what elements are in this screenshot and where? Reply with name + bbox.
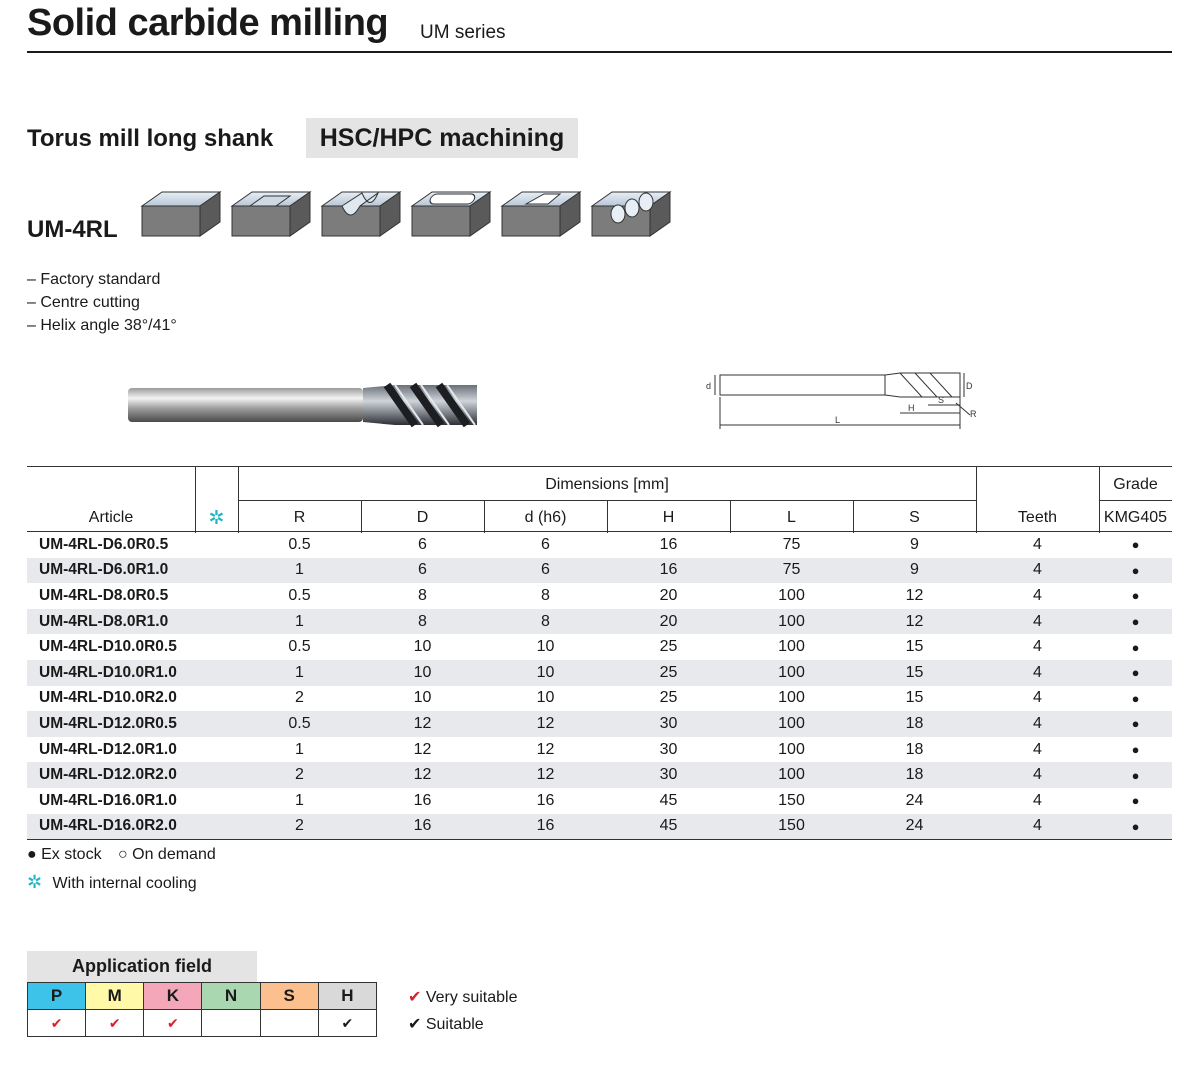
red-check-icon: ✔ xyxy=(408,989,422,1006)
stock-legend xyxy=(27,846,216,864)
model-code: UM-4RL xyxy=(27,216,118,243)
table-row xyxy=(27,737,1172,763)
cell-d: 6 xyxy=(418,535,427,553)
suitability-check-icon xyxy=(260,1010,318,1037)
col-header-d: d (h6) xyxy=(524,509,567,526)
application-field-title: Application field xyxy=(27,951,257,982)
drawing-label-H: H xyxy=(908,403,915,413)
suitability-check-icon xyxy=(202,1010,260,1037)
cell-d: 10 xyxy=(536,689,555,707)
cell-l: 100 xyxy=(778,612,805,630)
internal-cooling-icon: ✲ xyxy=(208,508,225,529)
face-milling-icon xyxy=(142,192,220,236)
cell-d: 6 xyxy=(541,535,550,553)
cell-article: UM-4RL-D12.0R0.5 xyxy=(39,714,177,732)
cell-d: 8 xyxy=(541,612,550,630)
slot-milling-icon xyxy=(322,192,400,236)
cell-article: UM-4RL-D8.0R0.5 xyxy=(39,586,169,604)
cell-d: 12 xyxy=(413,766,432,784)
cell-article: UM-4RL-D10.0R2.0 xyxy=(39,689,177,707)
pocket-milling-icon xyxy=(412,192,490,236)
cell-article: UM-4RL-D16.0R2.0 xyxy=(39,817,177,835)
cell-h: 20 xyxy=(659,612,678,630)
table-row xyxy=(27,660,1172,686)
col-group-dimensions: Dimensions [mm] xyxy=(545,476,669,493)
cell-teeth: 4 xyxy=(1033,817,1042,835)
check-icon: ✔ xyxy=(408,1016,422,1033)
cell-article: UM-4RL-D10.0R1.0 xyxy=(39,663,177,681)
cell-s: 18 xyxy=(905,740,924,758)
dimension-drawing xyxy=(700,355,990,435)
cell-d: 16 xyxy=(536,817,555,835)
cell-s: 9 xyxy=(910,535,919,553)
cell-grade: ● xyxy=(1131,562,1140,578)
cell-teeth: 4 xyxy=(1033,714,1042,732)
cell-d: 12 xyxy=(536,766,555,784)
suitability-check-icon: ✔ xyxy=(86,1010,144,1037)
shoulder-milling-icon xyxy=(232,192,310,236)
cell-teeth: 4 xyxy=(1033,766,1042,784)
cell-grade: ● xyxy=(1131,818,1140,834)
cell-r: 1 xyxy=(295,561,304,579)
cell-grade: ● xyxy=(1131,588,1140,604)
cell-d: 16 xyxy=(413,817,432,835)
cell-d: 10 xyxy=(413,689,432,707)
cell-l: 100 xyxy=(778,638,805,656)
col-header-H: H xyxy=(662,509,675,526)
cell-teeth: 4 xyxy=(1033,638,1042,656)
cell-teeth: 4 xyxy=(1033,612,1042,630)
table-row xyxy=(27,532,1172,558)
material-k: K xyxy=(144,983,202,1010)
cell-d: 12 xyxy=(536,714,555,732)
material-p: P xyxy=(28,983,86,1010)
table-header xyxy=(27,466,1172,532)
cell-l: 100 xyxy=(778,663,805,681)
key-suitable xyxy=(408,1014,484,1034)
cell-d: 10 xyxy=(536,663,555,681)
cell-h: 25 xyxy=(659,638,678,656)
cell-d: 12 xyxy=(413,714,432,732)
cell-r: 0.5 xyxy=(288,638,311,656)
drawing-label-L: L xyxy=(835,415,841,425)
cell-l: 150 xyxy=(778,791,805,809)
legend-cooling: With internal cooling xyxy=(52,875,197,892)
cell-s: 9 xyxy=(910,561,919,579)
title-divider xyxy=(27,51,1172,53)
cell-grade: ● xyxy=(1131,716,1140,732)
cell-d: 10 xyxy=(413,663,432,681)
cell-l: 75 xyxy=(782,561,801,579)
cell-h: 25 xyxy=(659,663,678,681)
table-row xyxy=(27,583,1172,609)
table-row xyxy=(27,762,1172,788)
cell-r: 1 xyxy=(295,791,304,809)
ramp-milling-icon xyxy=(502,192,580,236)
legend-ex-stock: ● Ex stock xyxy=(27,846,102,863)
cell-teeth: 4 xyxy=(1033,791,1042,809)
cell-h: 30 xyxy=(659,740,678,758)
cell-s: 18 xyxy=(905,714,924,732)
table-row xyxy=(27,814,1172,840)
col-header-S: S xyxy=(909,509,920,526)
key-label: Very suitable xyxy=(425,989,518,1006)
drawing-label-S: S xyxy=(938,395,945,405)
cell-r: 2 xyxy=(295,817,304,835)
cell-d: 6 xyxy=(541,561,550,579)
table-row xyxy=(27,711,1172,737)
col-header-L: L xyxy=(787,509,796,526)
material-m: M xyxy=(86,983,144,1010)
col-header-article: Article xyxy=(88,509,134,526)
cell-r: 0.5 xyxy=(288,714,311,732)
material-s: S xyxy=(260,983,318,1010)
material-n: N xyxy=(202,983,260,1010)
cell-r: 2 xyxy=(295,689,304,707)
cell-h: 20 xyxy=(659,586,678,604)
cell-l: 75 xyxy=(782,535,801,553)
cell-teeth: 4 xyxy=(1033,586,1042,604)
cell-s: 15 xyxy=(905,638,924,656)
legend-on-demand: ○ On demand xyxy=(118,846,216,863)
specification-table xyxy=(27,466,1172,840)
cooling-legend xyxy=(27,872,197,893)
cell-d: 6 xyxy=(418,561,427,579)
key-label: Suitable xyxy=(425,1016,484,1033)
cell-grade: ● xyxy=(1131,665,1140,681)
profile-milling-icon xyxy=(592,192,670,236)
cell-article: UM-4RL-D12.0R1.0 xyxy=(39,740,177,758)
col-group-grade: Grade xyxy=(1113,476,1158,493)
cell-s: 24 xyxy=(905,817,924,835)
cell-l: 100 xyxy=(778,714,805,732)
col-header-D: D xyxy=(416,509,429,526)
cell-r: 2 xyxy=(295,766,304,784)
machining-badge: HSC/HPC machining xyxy=(306,118,578,158)
operation-icons xyxy=(140,178,680,240)
cell-l: 100 xyxy=(778,766,805,784)
cell-d: 10 xyxy=(413,638,432,656)
col-header-teeth: Teeth xyxy=(1017,509,1058,526)
cell-d: 16 xyxy=(536,791,555,809)
feature-item: – Factory standard xyxy=(27,271,161,288)
cell-d: 12 xyxy=(413,740,432,758)
drawing-label-D: D xyxy=(966,381,973,391)
table-row xyxy=(27,686,1172,712)
cell-grade: ● xyxy=(1131,742,1140,758)
cell-d: 16 xyxy=(413,791,432,809)
cell-d: 12 xyxy=(536,740,555,758)
cell-grade: ● xyxy=(1131,793,1140,809)
cell-s: 15 xyxy=(905,663,924,681)
cell-h: 30 xyxy=(659,714,678,732)
table-row xyxy=(27,788,1172,814)
cell-r: 1 xyxy=(295,663,304,681)
table-row xyxy=(27,558,1172,584)
cell-grade: ● xyxy=(1131,537,1140,553)
cell-s: 12 xyxy=(905,612,924,630)
cell-teeth: 4 xyxy=(1033,535,1042,553)
cell-article: UM-4RL-D6.0R0.5 xyxy=(39,535,169,553)
feature-list xyxy=(27,268,177,337)
cell-h: 30 xyxy=(659,766,678,784)
cell-s: 12 xyxy=(905,586,924,604)
cell-article: UM-4RL-D10.0R0.5 xyxy=(39,638,177,656)
cell-s: 18 xyxy=(905,766,924,784)
material-h: H xyxy=(318,983,376,1010)
cell-h: 16 xyxy=(659,535,678,553)
cell-article: UM-4RL-D8.0R1.0 xyxy=(39,612,169,630)
cell-grade: ● xyxy=(1131,614,1140,630)
cell-teeth: 4 xyxy=(1033,740,1042,758)
cell-l: 150 xyxy=(778,817,805,835)
snowflake-icon: ✲ xyxy=(27,872,43,892)
cell-grade: ● xyxy=(1131,767,1140,783)
cell-h: 16 xyxy=(659,561,678,579)
cell-article: UM-4RL-D16.0R1.0 xyxy=(39,791,177,809)
cell-h: 25 xyxy=(659,689,678,707)
cell-l: 100 xyxy=(778,689,805,707)
cell-h: 45 xyxy=(659,791,678,809)
cell-grade: ● xyxy=(1131,639,1140,655)
feature-item: – Centre cutting xyxy=(27,294,140,311)
cell-teeth: 4 xyxy=(1033,561,1042,579)
cell-teeth: 4 xyxy=(1033,663,1042,681)
product-line-title: Torus mill long shank xyxy=(27,125,274,152)
cell-article: UM-4RL-D6.0R1.0 xyxy=(39,561,169,579)
cell-article: UM-4RL-D12.0R2.0 xyxy=(39,766,177,784)
drawing-label-d: d xyxy=(706,381,712,391)
cell-s: 15 xyxy=(905,689,924,707)
table-row xyxy=(27,609,1172,635)
col-header-R: R xyxy=(293,509,306,526)
cell-s: 24 xyxy=(905,791,924,809)
cell-l: 100 xyxy=(778,586,805,604)
cell-d: 8 xyxy=(418,612,427,630)
cell-r: 1 xyxy=(295,740,304,758)
cell-r: 0.5 xyxy=(288,586,311,604)
cell-teeth: 4 xyxy=(1033,689,1042,707)
cell-d: 8 xyxy=(541,586,550,604)
cell-h: 45 xyxy=(659,817,678,835)
cell-d: 8 xyxy=(418,586,427,604)
page-title: Solid carbide milling xyxy=(27,2,389,44)
cell-grade: ● xyxy=(1131,690,1140,706)
cell-d: 10 xyxy=(536,638,555,656)
key-very-suitable xyxy=(408,987,517,1007)
suitability-check-icon: ✔ xyxy=(28,1010,86,1037)
drawing-label-R: R xyxy=(970,409,977,419)
end-mill-photo xyxy=(125,378,485,448)
feature-item: – Helix angle 38°/41° xyxy=(27,317,177,334)
cell-r: 1 xyxy=(295,612,304,630)
table-body xyxy=(27,532,1172,840)
application-field-grid xyxy=(27,982,377,1037)
page-subtitle: UM series xyxy=(420,22,506,43)
cell-r: 0.5 xyxy=(288,535,311,553)
suitability-check-icon: ✔ xyxy=(144,1010,202,1037)
cell-l: 100 xyxy=(778,740,805,758)
col-header-grade: KMG405 xyxy=(1103,509,1168,526)
suitability-check-icon: ✔ xyxy=(318,1010,376,1037)
table-row xyxy=(27,634,1172,660)
